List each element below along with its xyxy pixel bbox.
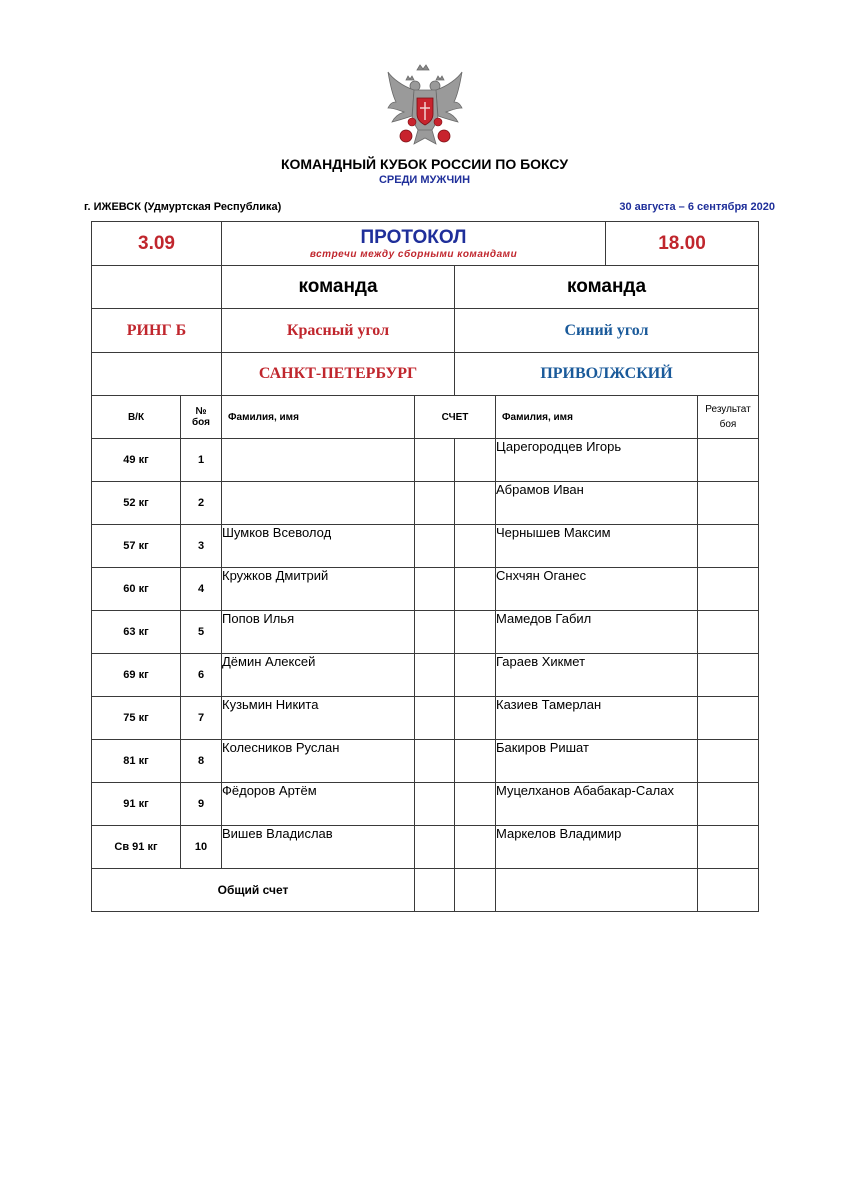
- weight-cell: 49 кг: [92, 439, 181, 482]
- blue-score-cell[interactable]: [455, 611, 496, 654]
- blue-score-cell[interactable]: [455, 439, 496, 482]
- red-score-cell[interactable]: [415, 525, 455, 568]
- col-blue-name: Фамилия, имя: [496, 396, 698, 439]
- bout-number-cell: 6: [181, 654, 222, 697]
- weight-cell: 81 кг: [92, 740, 181, 783]
- red-score-cell[interactable]: [415, 697, 455, 740]
- bout-number-cell: 2: [181, 482, 222, 525]
- blue-boxer-cell: Бакиров Ришат: [496, 740, 698, 783]
- red-score-cell[interactable]: [415, 740, 455, 783]
- bout-number-cell: 1: [181, 439, 222, 482]
- protocol-subtitle: встречи между сборными командами: [309, 249, 518, 260]
- blue-score-cell[interactable]: [455, 654, 496, 697]
- ring-label: РИНГ Б: [126, 321, 187, 339]
- table-row: [92, 525, 759, 568]
- blue-total-score-cell[interactable]: [455, 869, 496, 912]
- result-cell[interactable]: [698, 740, 759, 783]
- empty-cell: [92, 266, 222, 309]
- table-row: [92, 439, 759, 482]
- red-score-cell[interactable]: [415, 568, 455, 611]
- blue-boxer-cell: Казиев Тамерлан: [496, 697, 698, 740]
- blue-boxer-cell: Царегородцев Игорь: [496, 439, 698, 482]
- weight-cell: 60 кг: [92, 568, 181, 611]
- result-cell[interactable]: [698, 826, 759, 869]
- red-score-cell[interactable]: [415, 826, 455, 869]
- red-score-cell[interactable]: [415, 482, 455, 525]
- blue-score-cell[interactable]: [455, 482, 496, 525]
- col-result-line1: Результат: [705, 404, 751, 415]
- empty-cell: [92, 353, 222, 396]
- table-row: [92, 611, 759, 654]
- event-place: г. ИЖЕВСК (Удмуртская Республика): [84, 201, 282, 213]
- red-team-cell: [222, 353, 455, 396]
- result-cell[interactable]: [698, 568, 759, 611]
- event-dates: 30 августа – 6 сентября 2020: [619, 201, 775, 213]
- weight-cell: 63 кг: [92, 611, 181, 654]
- page-title: КОМАНДНЫЙ КУБОК РОССИИ ПО БОКСУ: [280, 156, 569, 172]
- red-boxer-cell: Шумков Всеволод: [222, 525, 415, 568]
- weight-cell: 69 кг: [92, 654, 181, 697]
- red-corner-cell: [222, 309, 455, 353]
- col-bout: [181, 396, 222, 439]
- table-row: [92, 740, 759, 783]
- red-boxer-cell: Фёдоров Артём: [222, 783, 415, 826]
- blue-team-cell: [455, 353, 759, 396]
- table-row: [92, 654, 759, 697]
- blue-team-name: ПРИВОЛЖСКИЙ: [540, 365, 673, 382]
- result-cell[interactable]: [698, 783, 759, 826]
- red-score-cell[interactable]: [415, 611, 455, 654]
- red-boxer-cell: [222, 439, 415, 482]
- weight-cell: 91 кг: [92, 783, 181, 826]
- col-result-line2: боя: [719, 419, 737, 430]
- col-bout-line2: боя: [192, 417, 210, 428]
- red-boxer-cell: Дёмин Алексей: [222, 654, 415, 697]
- total-row: [92, 869, 759, 912]
- total-label: Общий счет: [92, 869, 415, 912]
- bout-number-cell: 10: [181, 826, 222, 869]
- red-total-score-cell[interactable]: [415, 869, 455, 912]
- red-corner-label: Красный угол: [286, 321, 390, 339]
- col-bout-line1: №: [195, 406, 207, 417]
- eagle-emblem-icon: [384, 64, 466, 148]
- bout-number-cell: 5: [181, 611, 222, 654]
- blue-team-word: команда: [566, 276, 647, 297]
- red-boxer-cell: Кружков Дмитрий: [222, 568, 415, 611]
- red-boxer-cell: Попов Илья: [222, 611, 415, 654]
- blue-boxer-cell: Маркелов Владимир: [496, 826, 698, 869]
- protocol-date: 3.09: [138, 232, 175, 254]
- blue-team-word-cell: [455, 266, 759, 309]
- table-row: [92, 482, 759, 525]
- weight-cell: 75 кг: [92, 697, 181, 740]
- result-cell[interactable]: [698, 439, 759, 482]
- table-row: [92, 697, 759, 740]
- red-team-word: команда: [298, 276, 378, 297]
- blue-boxer-cell: Гараев Хикмет: [496, 654, 698, 697]
- blue-corner-cell: [455, 309, 759, 353]
- red-boxer-cell: [222, 482, 415, 525]
- blue-score-cell[interactable]: [455, 525, 496, 568]
- blue-score-cell[interactable]: [455, 826, 496, 869]
- empty-cell: [698, 869, 759, 912]
- red-score-cell[interactable]: [415, 654, 455, 697]
- result-cell[interactable]: [698, 482, 759, 525]
- bout-number-cell: 8: [181, 740, 222, 783]
- bout-number-cell: 7: [181, 697, 222, 740]
- result-cell[interactable]: [698, 525, 759, 568]
- blue-boxer-cell: Абрамов Иван: [496, 482, 698, 525]
- protocol-title: ПРОТОКОЛ: [360, 227, 467, 248]
- result-cell[interactable]: [698, 697, 759, 740]
- red-team-name: САНКТ-ПЕТЕРБУРГ: [258, 365, 418, 382]
- col-weight: В/К: [92, 396, 181, 439]
- col-red-name: Фамилия, имя: [222, 396, 415, 439]
- weight-cell: 52 кг: [92, 482, 181, 525]
- red-boxer-cell: Колесников Руслан: [222, 740, 415, 783]
- red-boxer-cell: Кузьмин Никита: [222, 697, 415, 740]
- blue-score-cell[interactable]: [455, 568, 496, 611]
- protocol-time: 18.00: [658, 232, 706, 254]
- col-result: [698, 396, 759, 439]
- blue-corner-label: Синий угол: [564, 321, 649, 339]
- protocol-date-cell: [92, 222, 222, 266]
- weight-cell: 57 кг: [92, 525, 181, 568]
- protocol-time-cell: [606, 222, 759, 266]
- blue-boxer-cell: Снхчян Оганес: [496, 568, 698, 611]
- blue-score-cell[interactable]: [455, 740, 496, 783]
- table-row: [92, 568, 759, 611]
- result-cell[interactable]: [698, 611, 759, 654]
- protocol-title-cell: [222, 222, 606, 266]
- bout-number-cell: 4: [181, 568, 222, 611]
- blue-boxer-cell: Мамедов Габил: [496, 611, 698, 654]
- weight-cell: Св 91 кг: [92, 826, 181, 869]
- red-team-word-cell: [222, 266, 455, 309]
- table-row: [92, 826, 759, 869]
- blue-score-cell[interactable]: [455, 783, 496, 826]
- col-score: СЧЕТ: [415, 396, 496, 439]
- ring-cell: [92, 309, 222, 353]
- protocol-header-table: [91, 221, 759, 396]
- bout-number-cell: 3: [181, 525, 222, 568]
- blue-boxer-cell: Муцелханов Абабакар-Салах: [496, 783, 698, 826]
- bout-number-cell: 9: [181, 783, 222, 826]
- red-score-cell[interactable]: [415, 783, 455, 826]
- blue-boxer-cell: Чернышев Максим: [496, 525, 698, 568]
- red-boxer-cell: Вишев Владислав: [222, 826, 415, 869]
- bouts-table: [91, 395, 759, 912]
- table-header-row: [92, 396, 759, 439]
- red-score-cell[interactable]: [415, 439, 455, 482]
- blue-score-cell[interactable]: [455, 697, 496, 740]
- table-row: [92, 783, 759, 826]
- page-subtitle: СРЕДИ МУЖЧИН: [378, 174, 471, 186]
- empty-cell: [496, 869, 698, 912]
- result-cell[interactable]: [698, 654, 759, 697]
